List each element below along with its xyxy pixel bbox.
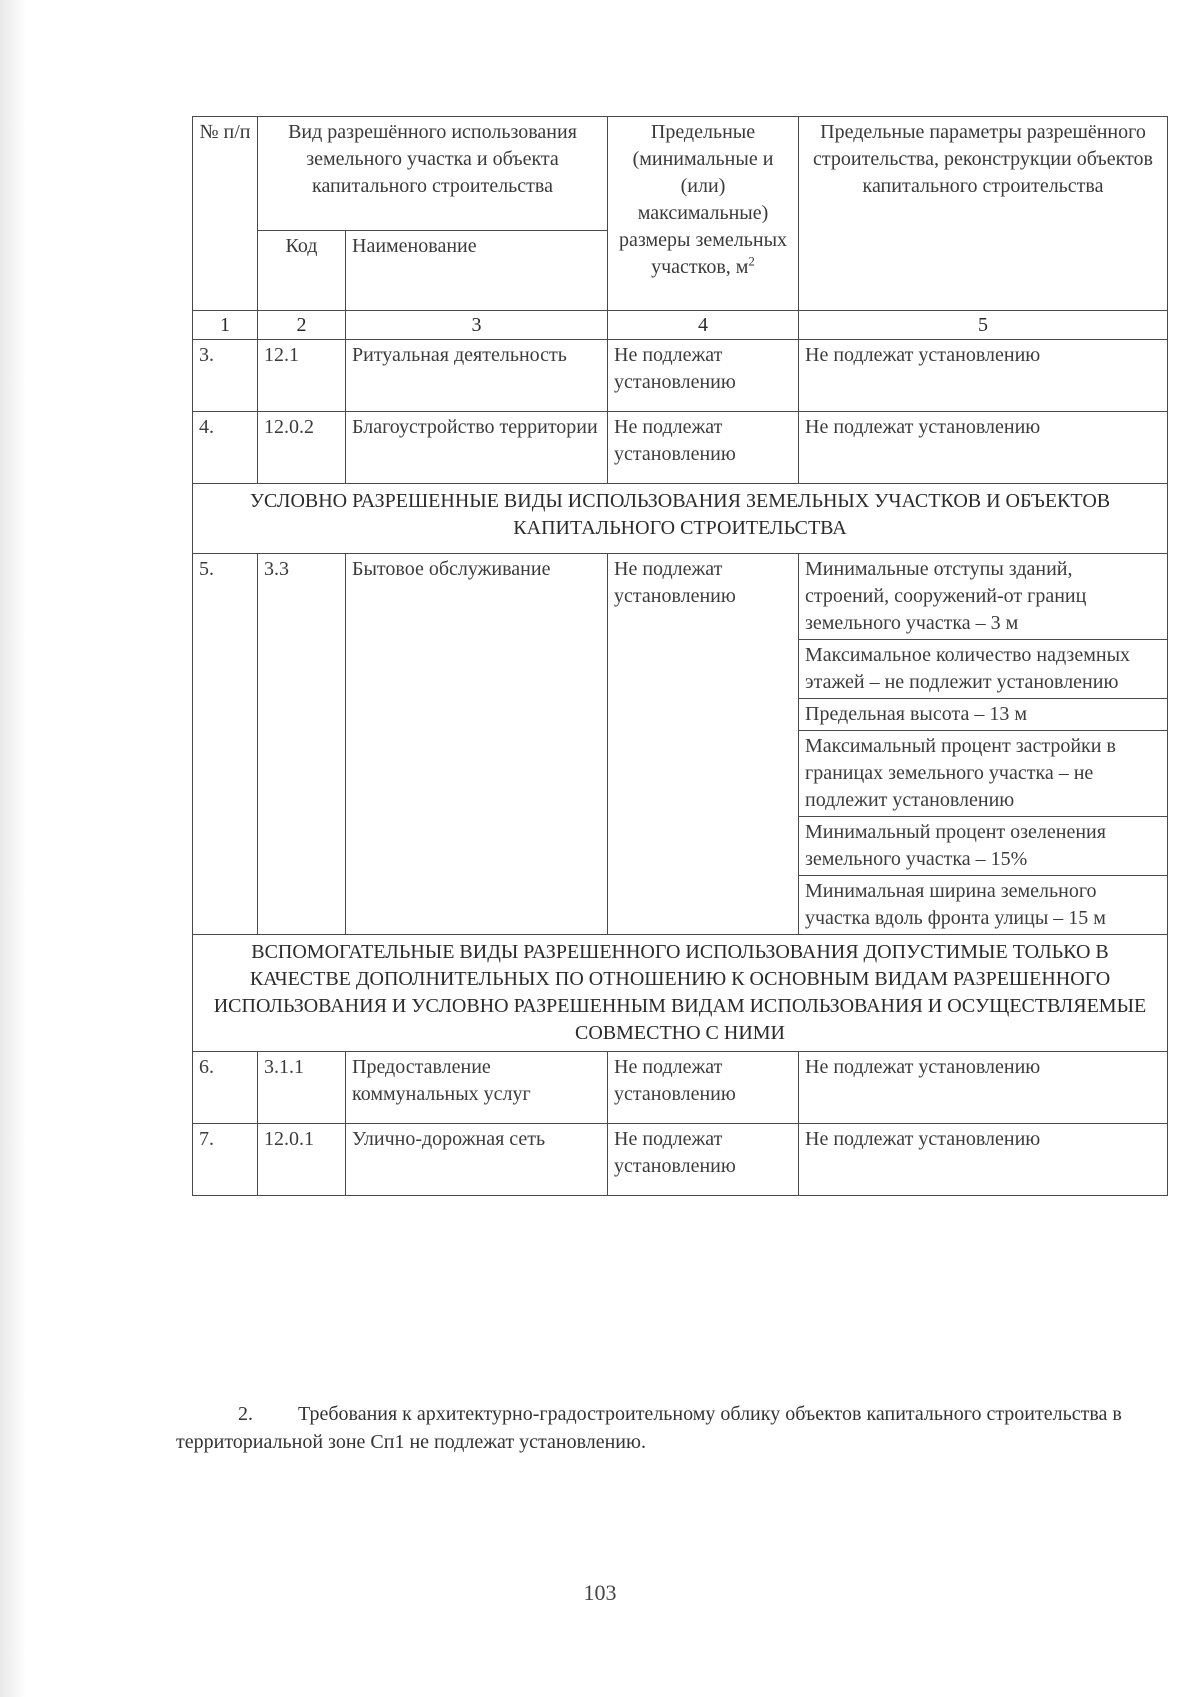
col-number: 5 — [799, 311, 1168, 340]
row-num: 4. — [193, 412, 258, 484]
section-row-auxiliary — [193, 935, 1168, 1052]
header-params: Предельные параметры разрешённого строительства, реконструкции объектов капитального строительства — [799, 117, 1168, 311]
section-row-conditional — [193, 484, 1168, 554]
row-code: 12.1 — [258, 340, 346, 412]
row-code: 12.0.1 — [258, 1124, 346, 1196]
row-param-item: Предельная высота – 13 м — [799, 699, 1168, 731]
scan-edge-shadow — [0, 0, 26, 1697]
row-params: Не подлежат установлению — [799, 1052, 1168, 1124]
row-size: Не подлежат установлению — [608, 554, 799, 935]
row-param-item: Минимальная ширина земельного участка вдоль фронта улицы – 15 м — [799, 876, 1168, 935]
row-name: Улично-дорожная сеть — [346, 1124, 608, 1196]
row-num: 7. — [193, 1124, 258, 1196]
header-row-1 — [193, 117, 1168, 231]
header-sizes-sup: 2 — [748, 253, 755, 269]
header-vid-group: Вид разрешённого использования земельного участка и объекта капитального строительства — [258, 117, 608, 231]
col-number: 3 — [346, 311, 608, 340]
row-num: 3. — [193, 340, 258, 412]
paragraph-text: Требования к архитектурно-градостроительному облику объектов капитального строительства в территориальной зоне Сп1 не подлежат установлению. — [176, 1403, 1122, 1453]
row-name: Ритуальная деятельность — [346, 340, 608, 412]
col-number: 4 — [608, 311, 799, 340]
table-row — [193, 554, 1168, 640]
row-size: Не подлежат установлению — [608, 1052, 799, 1124]
header-naim: Наименование — [346, 231, 608, 311]
header-sizes — [608, 117, 799, 311]
table-row — [193, 340, 1168, 412]
row-size: Не подлежат установлению — [608, 1124, 799, 1196]
row-param-item: Минимальный процент озеленения земельного участка – 15% — [799, 817, 1168, 876]
row-code: 3.3 — [258, 554, 346, 935]
col-number: 2 — [258, 311, 346, 340]
header-kod: Код — [258, 231, 346, 311]
col-number: 1 — [193, 311, 258, 340]
row-num: 6. — [193, 1052, 258, 1124]
row-param-item: Минимальные отступы зданий, строений, сооружений-от границ земельного участка – 3 м — [799, 554, 1168, 640]
column-numbers-row — [193, 311, 1168, 340]
table-row — [193, 412, 1168, 484]
paragraph-number: 2. — [238, 1403, 253, 1425]
row-params: Не подлежат установлению — [799, 1124, 1168, 1196]
row-name: Благоустройство территории — [346, 412, 608, 484]
requirements-paragraph — [176, 1400, 1168, 1456]
row-size: Не подлежат установлению — [608, 412, 799, 484]
land-use-table — [192, 116, 1168, 1196]
row-params: Не подлежат установлению — [799, 412, 1168, 484]
section-title-conditional: УСЛОВНО РАЗРЕШЕННЫЕ ВИДЫ ИСПОЛЬЗОВАНИЯ ЗЕМЕЛЬНЫХ УЧАСТКОВ И ОБЪЕКТОВ КАПИТАЛЬНОГО СТРОИТЕЛЬСТВА — [193, 484, 1168, 554]
header-num: № п/п — [193, 117, 258, 311]
table-row — [193, 1052, 1168, 1124]
row-size: Не подлежат установлению — [608, 340, 799, 412]
row-name: Предоставление коммунальных услуг — [346, 1052, 608, 1124]
row-code: 12.0.2 — [258, 412, 346, 484]
row-param-item: Максимальный процент застройки в границах земельного участка – не подлежит установлению — [799, 731, 1168, 817]
page-number: 103 — [583, 1580, 617, 1605]
row-num: 5. — [193, 554, 258, 935]
table-row — [193, 1124, 1168, 1196]
row-code: 3.1.1 — [258, 1052, 346, 1124]
row-params: Не подлежат установлению — [799, 340, 1168, 412]
row-param-item: Максимальное количество надземных этажей – не подлежит установлению — [799, 640, 1168, 699]
section-title-auxiliary: ВСПОМОГАТЕЛЬНЫЕ ВИДЫ РАЗРЕШЕННОГО ИСПОЛЬЗОВАНИЯ ДОПУСТИМЫЕ ТОЛЬКО В КАЧЕСТВЕ ДОПОЛНИТЕЛЬНЫХ ПО ОТНОШЕНИЮ К ОСНОВНЫМ ВИДАМ РАЗРЕШЕННОГО ИСПОЛЬЗОВАНИЯ И УСЛОВНО РАЗРЕШЕННЫМ ВИДАМ ИСПОЛЬЗОВАНИЯ И ОСУЩЕСТВЛЯЕМЫЕ СОВМЕСТНО С НИМИ — [193, 935, 1168, 1052]
row-name: Бытовое обслуживание — [346, 554, 608, 935]
header-sizes-text: Предельные (минимальные и (или) максимальные) размеры земельных участков, м — [618, 121, 788, 278]
